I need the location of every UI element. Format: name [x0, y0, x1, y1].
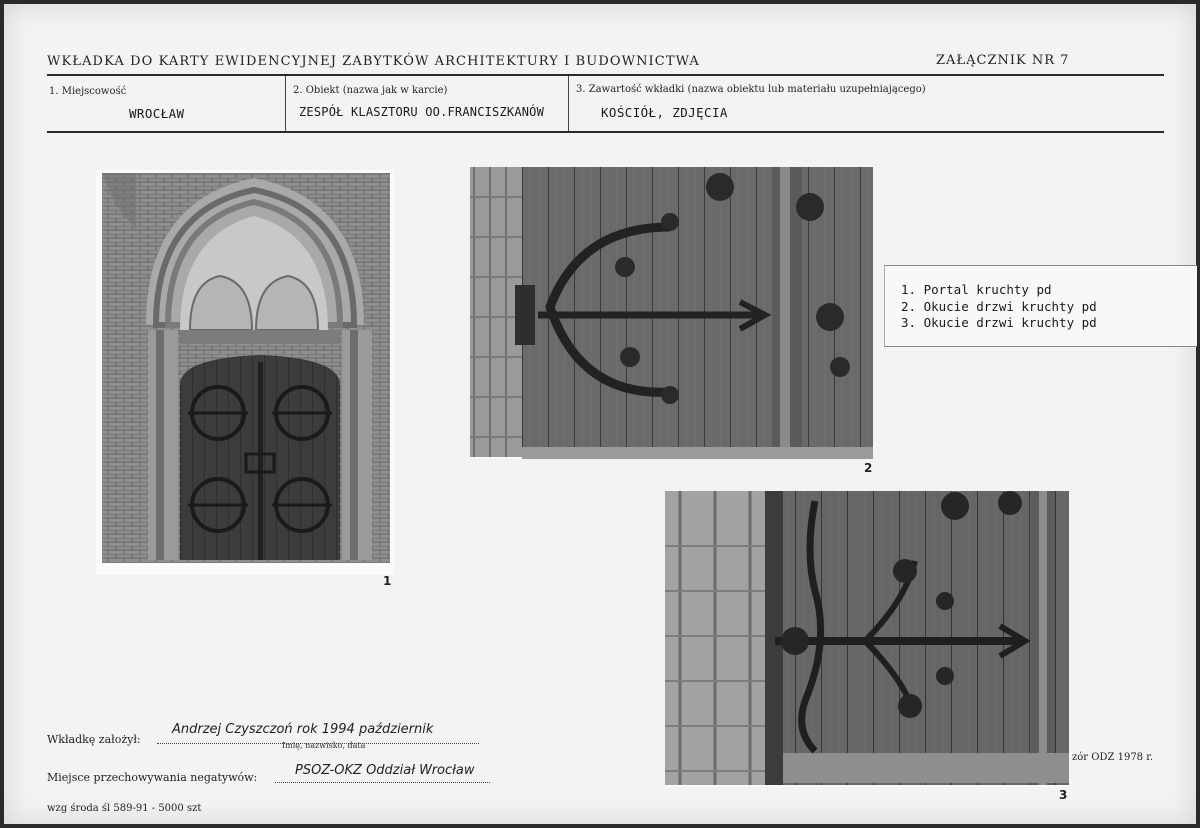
object-label: 2. Obiekt (nazwa jak w karcie) [293, 85, 448, 96]
caption-item: 1. Portal kruchty pd [901, 282, 1052, 297]
locality-label: 1. Miejscowość [49, 86, 127, 97]
locality-value: WROCŁAW [129, 106, 185, 121]
photo-portal [96, 170, 394, 575]
field-divider [285, 76, 286, 131]
field-divider [568, 76, 569, 131]
storage-label: Miejsce przechowywania negatywów: [47, 771, 258, 784]
photo-number: 3 [1059, 788, 1068, 802]
annex-number: ZAŁĄCZNIK NR 7 [936, 53, 1070, 68]
caption-item: 2. Okucie drzwi kruchty pd [901, 298, 1097, 314]
caption-item: 3. Okucie drzwi kruchty pd [901, 315, 1097, 330]
photo-number: 2 [864, 461, 873, 475]
content-value: KOŚCIÓŁ, ZDJĘCIA [601, 105, 728, 120]
header-rule-top [47, 74, 1164, 76]
storage-value: PSOZ-OKZ Oddział Wrocław [295, 763, 475, 778]
created-by-value: Andrzej Czyszczoń rok 1994 październik [172, 722, 434, 737]
object-value: ZESPÓŁ KLASZTORU OO.FRANCISZKANÓW [299, 105, 545, 119]
content-label: 3. Zawartość wkładki (nazwa obiektu lub materiału uzupełniającego) [576, 84, 926, 95]
form-title: WKŁADKA DO KARTY EWIDENCYJNEJ ZABYTKÓW ARCHITEKTURY I BUDOWNICTWA [47, 54, 700, 69]
photo-number: 1 [383, 574, 392, 588]
photo-door-fitting-1 [470, 167, 873, 459]
photo-door-fitting-2 [665, 491, 1069, 787]
header-rule-bottom [47, 131, 1164, 133]
storage-line [275, 782, 490, 783]
created-by-hint: Imię, nazwisko, data [282, 741, 366, 750]
print-info: wzg środa śl 589-91 - 5000 szt [47, 803, 202, 814]
created-by-label: Wkładkę założył: [47, 733, 141, 746]
form-pattern: zór ODZ 1978 r. [1072, 752, 1154, 763]
photo-captions [884, 265, 1197, 347]
